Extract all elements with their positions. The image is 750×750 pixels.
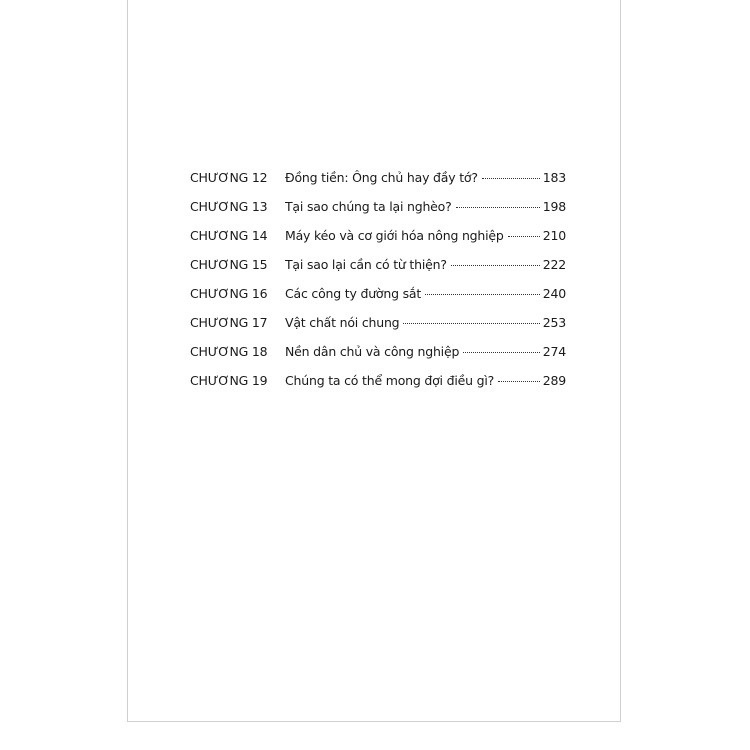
page-number: 198: [542, 199, 566, 214]
toc-row: [190, 250, 566, 279]
dot-leader: [482, 178, 540, 179]
chapter-title: Các công ty đường sắt: [285, 286, 422, 301]
toc-row: [190, 163, 566, 192]
dot-leader: [425, 294, 540, 295]
page-number: 210: [542, 228, 566, 243]
chapter-label: CHƯƠNG 17: [190, 315, 268, 330]
toc-entry: [285, 228, 566, 243]
toc-entry: [285, 199, 566, 214]
toc-entry: [285, 286, 566, 301]
page-number: 222: [542, 257, 566, 272]
toc-entry: [285, 373, 566, 388]
dot-leader: [498, 381, 540, 382]
dot-leader: [403, 323, 539, 324]
chapter-title: Tại sao lại cần có từ thiện?: [285, 257, 447, 272]
chapter-label: CHƯƠNG 13: [190, 199, 268, 214]
toc-row: [190, 366, 566, 395]
toc-row: [190, 192, 566, 221]
toc-entry: [285, 170, 566, 185]
chapter-label: CHƯƠNG 15: [190, 257, 268, 272]
table-of-contents: [190, 163, 566, 395]
chapter-label: CHƯƠNG 18: [190, 344, 268, 359]
chapter-label: CHƯƠNG 16: [190, 286, 268, 301]
chapter-label: CHƯƠNG 14: [190, 228, 268, 243]
toc-row: [190, 308, 566, 337]
page-number: 274: [542, 344, 566, 359]
chapter-title: Chúng ta có thể mong đợi điều gì?: [285, 373, 495, 388]
toc-entry: [285, 257, 566, 272]
toc-row: [190, 337, 566, 366]
dot-leader: [463, 352, 540, 353]
chapter-title: Tại sao chúng ta lại nghèo?: [285, 199, 452, 214]
chapter-title: Vật chất nói chung: [285, 315, 400, 330]
chapter-label: CHƯƠNG 12: [190, 170, 268, 185]
toc-entry: [285, 344, 566, 359]
chapter-label: CHƯƠNG 19: [190, 373, 268, 388]
page-number: 289: [542, 373, 566, 388]
toc-row: [190, 221, 566, 250]
toc-row: [190, 279, 566, 308]
chapter-title: Đồng tiền: Ông chủ hay đầy tớ?: [285, 170, 478, 185]
dot-leader: [456, 207, 540, 208]
chapter-title: Máy kéo và cơ giới hóa nông nghiệp: [285, 228, 504, 243]
dot-leader: [451, 265, 540, 266]
dot-leader: [508, 236, 540, 237]
page-number: 183: [542, 170, 566, 185]
page-number: 240: [542, 286, 566, 301]
page-number: 253: [542, 315, 566, 330]
toc-entry: [285, 315, 566, 330]
chapter-title: Nền dân chủ và công nghiệp: [285, 344, 460, 359]
